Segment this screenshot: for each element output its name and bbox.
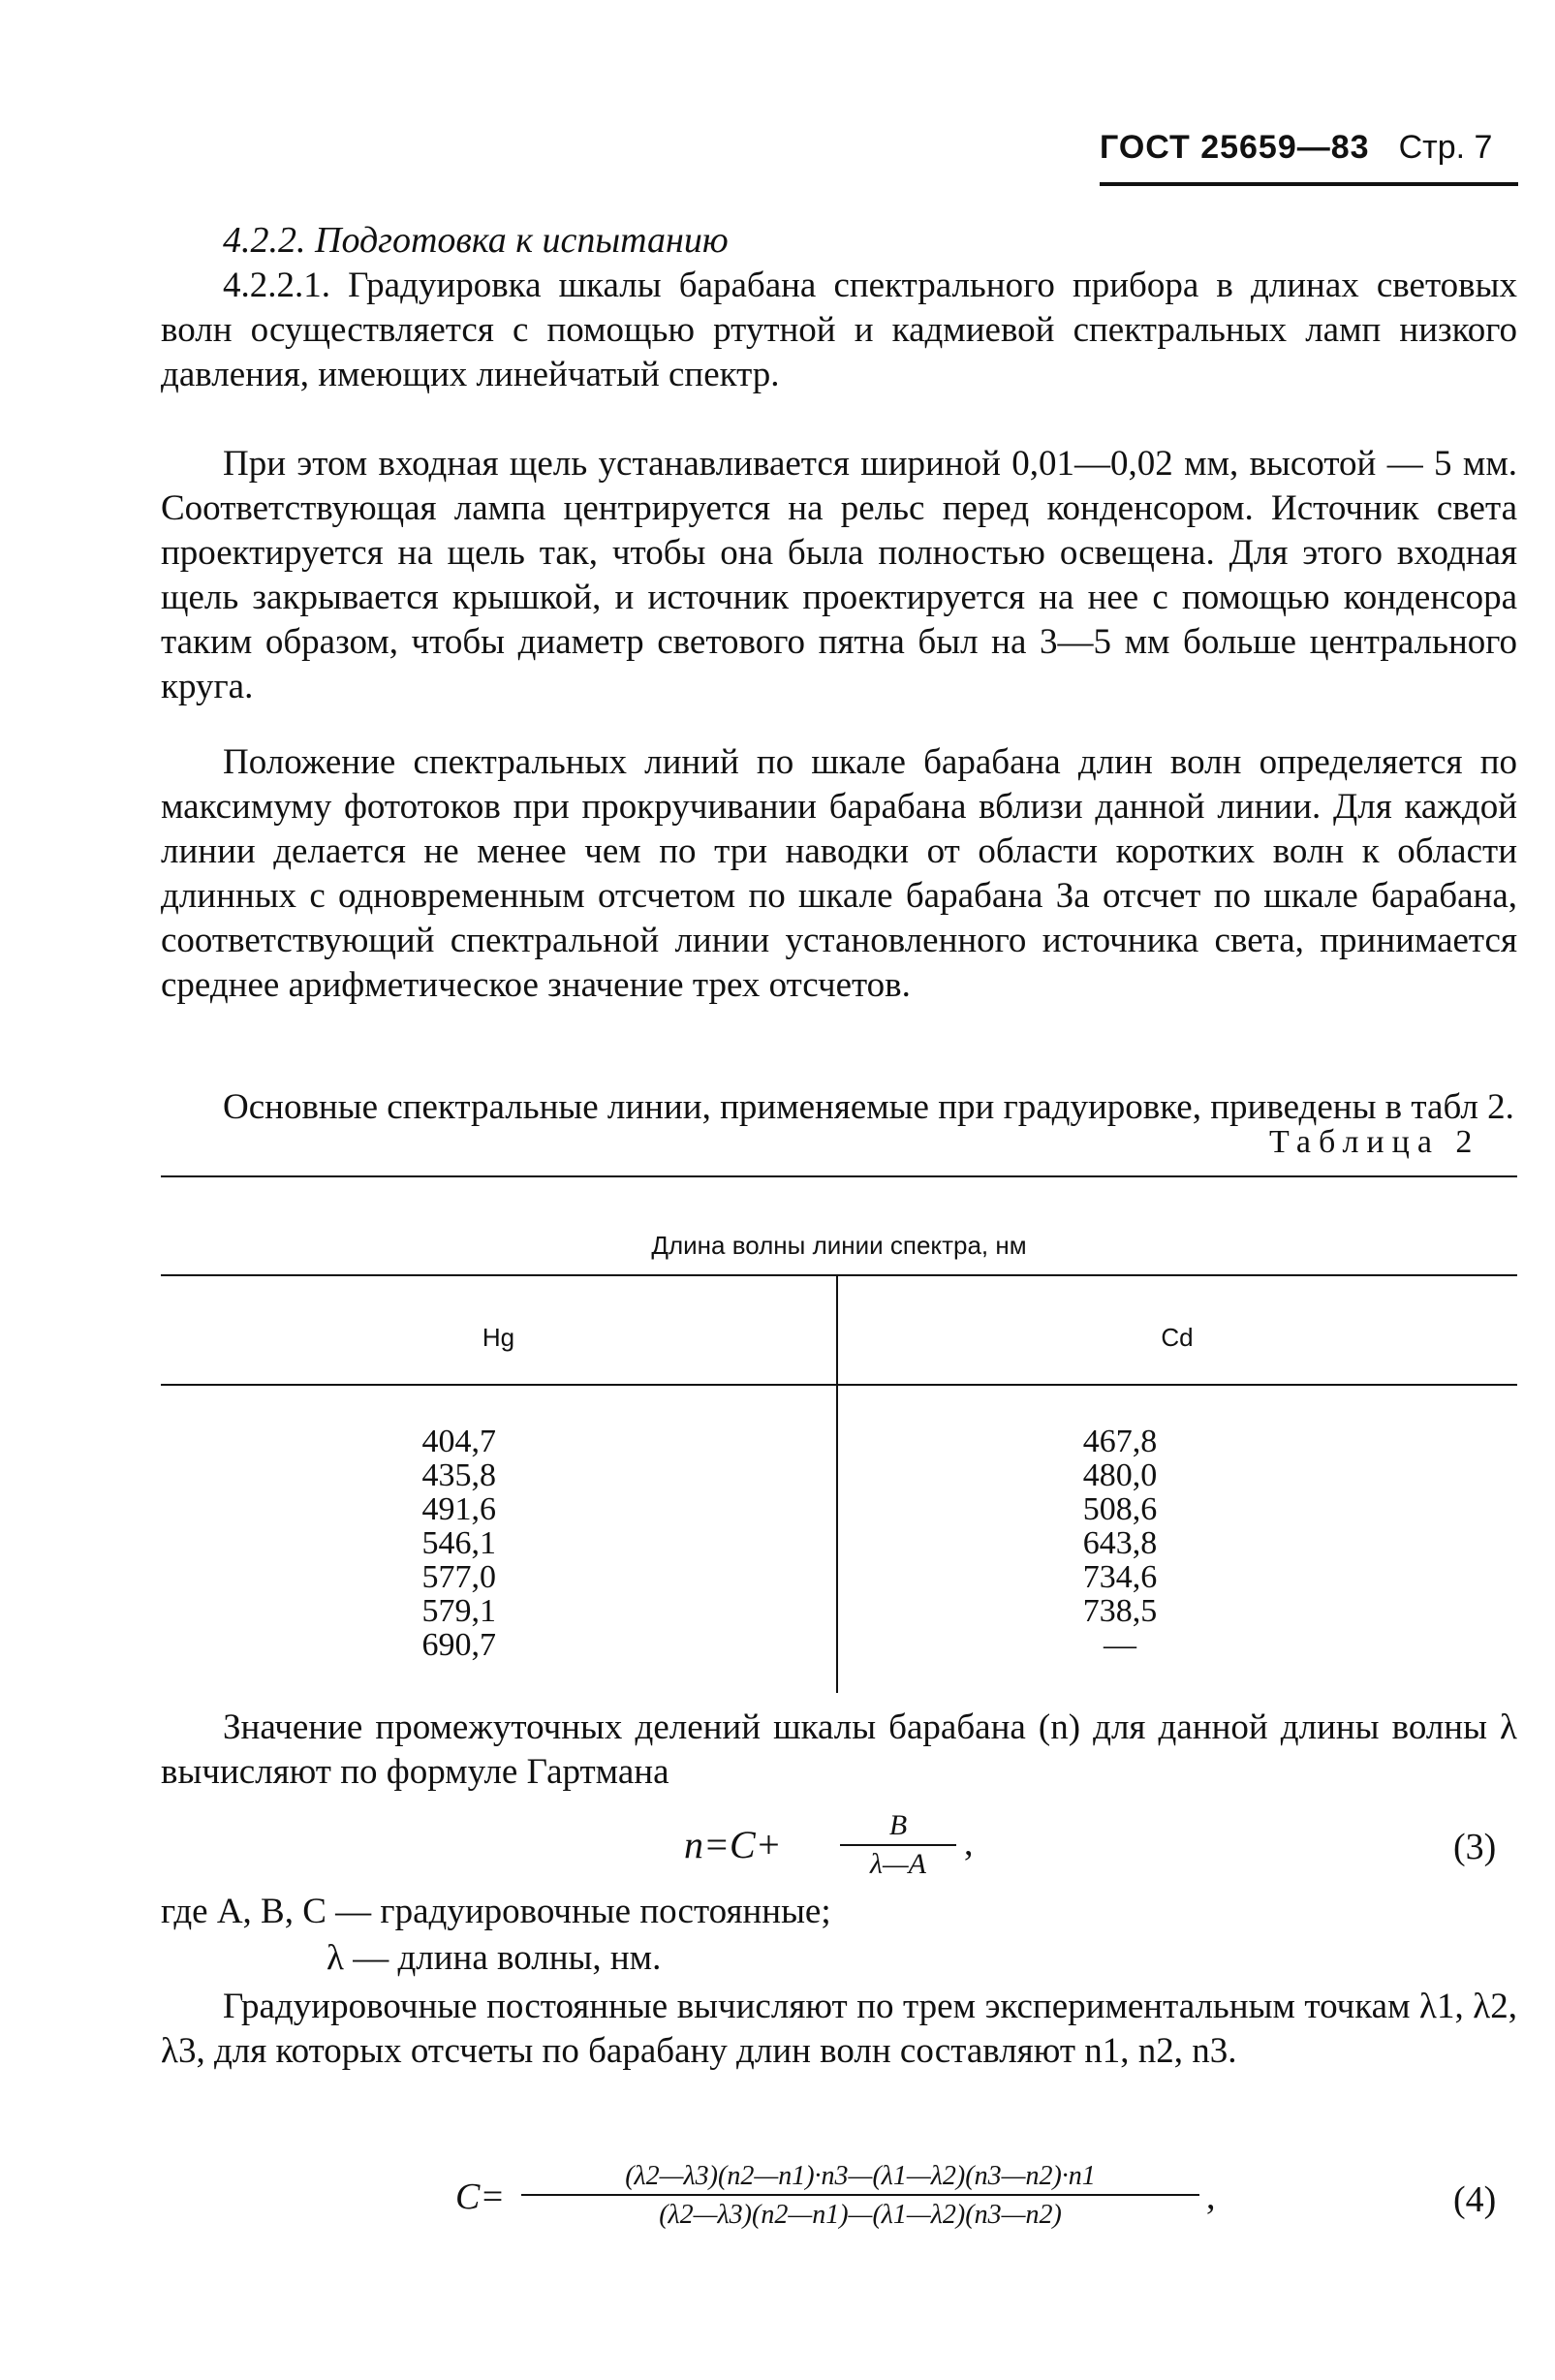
table-cell: 577,0: [421, 1559, 496, 1595]
formula-4-denominator: (λ2—λ3)(n2—n1)—(λ1—λ2)(n3—n2): [659, 2200, 1062, 2230]
formula-3-denominator: λ—A: [870, 1848, 926, 1880]
formula-4-lhs: C=: [455, 2176, 505, 2217]
page-number: Стр. 7: [1398, 129, 1493, 166]
formula-4-numerator: (λ2—λ3)(n2—n1)·n3—(λ1—λ2)(n3—n2)·n1: [521, 2161, 1199, 2196]
table-column-divider: [836, 1276, 838, 1693]
formula-4-comma: ,: [1206, 2176, 1216, 2217]
formula-4-number: (4): [1453, 2179, 1497, 2220]
formula-3-numerator: B: [840, 1809, 956, 1846]
table-cell: 738,5: [1082, 1593, 1158, 1629]
page-header: [1100, 129, 1492, 167]
table-top-rule: [161, 1175, 1517, 1177]
where-line-2: λ — длина волны, нм.: [327, 1938, 662, 1978]
paragraph-constants: Градуировочные постоянные вычисляют по трем экспериментальным точкам λ1, λ2, λ3, для которых отсчеты по барабану длин волн составляют n1, n2, n3.: [161, 1987, 1517, 2071]
section-heading: 4.2.2. Подготовка к испытанию: [223, 220, 729, 261]
table-caption: Таблица 2: [1269, 1124, 1480, 1160]
table-cell: 467,8: [1082, 1424, 1158, 1459]
table-cell: 643,8: [1082, 1525, 1158, 1561]
where-line-1: где A, B, C — градуировочные постоянные;: [161, 1892, 831, 1931]
hg-values: [388, 1425, 496, 1662]
cd-values: [1066, 1425, 1174, 1662]
table-cell: 480,0: [1082, 1457, 1158, 1493]
table-cell: 734,6: [1082, 1559, 1158, 1595]
formula-3-fraction: [840, 1809, 956, 1881]
table-cell: —: [1104, 1627, 1136, 1663]
column-header-hg: Hg: [482, 1323, 515, 1352]
table-cell: 690,7: [421, 1627, 496, 1663]
formula-4-fraction: [521, 2161, 1199, 2231]
table-body-rule: [161, 1384, 1517, 1386]
table-cell: 435,8: [421, 1457, 496, 1493]
table-cell: 546,1: [421, 1525, 496, 1561]
table-cell: 491,6: [421, 1491, 496, 1527]
formula-3-comma: ,: [964, 1823, 974, 1863]
table-header-rule: [161, 1274, 1517, 1276]
table-cell: 579,1: [421, 1593, 496, 1629]
formula-3-number: (3): [1453, 1827, 1497, 1867]
paragraph-2: При этом входная щель устанавливается шириной 0,01—0,02 мм, высотой — 5 мм. Соответствующая лампа центрируется на рельс перед конденсором. Источник света проектируется на щель так, чтобы она была полностью освещена. Для этого входная щель закрывается крышкой, и источник проектируется на нее с помощью конденсора таким образом, чтобы диаметр светового пятна был на 3—5 мм больше центрального круга.: [161, 444, 1517, 706]
formula-3-lhs: n=C+: [684, 1823, 782, 1866]
paragraph-3: Положение спектральных линий по шкале барабана длин волн определяется по максимуму фототоков при прокручивании барабана вблизи данной линии. Для каждой линии делается не менее чем по три наводки от области коротких волн к области длинных с одновременным отсчетом по шкале барабана За отсчет по шкале барабана, соответствующий спектральной линии установленного источника света, принимается среднее арифметическое значение трех отсчетов.: [161, 742, 1517, 1005]
table-cell: 508,6: [1082, 1491, 1158, 1527]
header-rule: [1100, 182, 1518, 186]
paragraph-1: 4.2.2.1. Градуировка шкалы барабана спектрального прибора в длинах световых волн осуществляется с помощью ртутной и кадмиевой спектральных ламп низкого давления, имеющих линейчатый спектр.: [161, 266, 1517, 394]
paragraph-hartmann: Значение промежуточных делений шкалы барабана (n) для данной длины волны λ вычисляют по формуле Гартмана: [161, 1707, 1517, 1792]
table-cell: 404,7: [421, 1424, 496, 1459]
standard-number: ГОСТ 25659—83: [1100, 129, 1370, 166]
column-header-cd: Cd: [1161, 1323, 1194, 1352]
table-header-span: Длина волны линии спектра, нм: [651, 1231, 1027, 1260]
paragraph-4: Основные спектральные линии, применяемые при градуировке, приведены в табл 2.: [223, 1087, 1514, 1127]
